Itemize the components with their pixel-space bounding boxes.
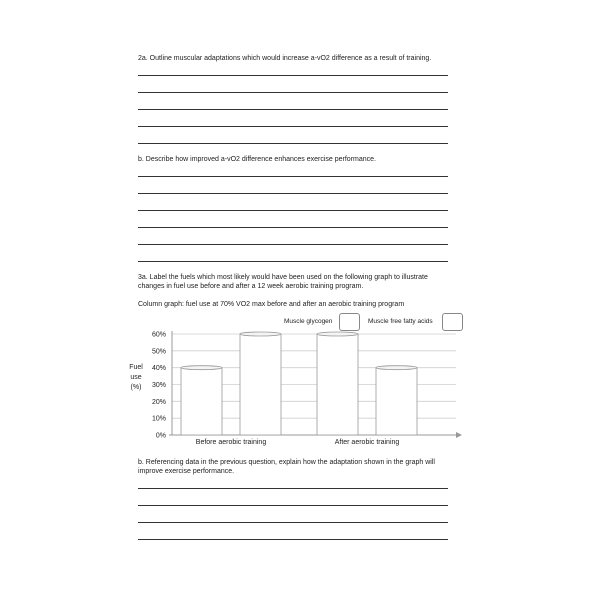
x-category-label: After aerobic training [334,439,400,446]
y-tick-label: 40% [151,365,166,373]
bar [181,368,222,435]
question-3a-line1: 3a. Label the fuels which most likely would have been used on the following graph to illustrate [138,274,428,281]
y-tick-label: 20% [151,398,166,406]
question-2b: b. Describe how improved a-vO2 difference enhances exercise performance. [138,156,376,163]
y-tick-label: 60% [151,331,166,339]
bar [317,334,358,435]
answer-line[interactable] [138,488,448,489]
x-category-label: Before aerobic training [195,439,267,446]
y-tick-label: 30% [151,382,166,389]
bar [240,334,281,435]
bar-top [376,366,417,370]
chart-caption: Column graph: fuel use at 70% VO2 max before and after an aerobic training program [138,301,405,308]
answer-line[interactable] [138,539,448,540]
question-3b-line2: improve exercise performance. [138,468,235,475]
y-axis-title: Fuel [129,364,143,371]
bar-top [317,332,358,336]
x-axis-arrow [456,432,462,438]
y-tick-label: 50% [151,348,166,356]
bar-top [181,366,222,370]
bar-top [240,332,281,336]
y-axis-title: (%) [130,384,142,391]
question-3a-line2: changes in fuel use before and after a 12 week aerobic training program. [138,283,364,290]
y-tick-label: 0% [155,432,166,440]
question-2a: 2a. Outline muscular adaptations which would increase a-vO2 difference as a result of training. [138,55,432,62]
legend-label-fatty-acids: Muscle free fatty acids [368,318,433,325]
legend-label-glycogen: Muscle glycogen [284,318,333,325]
y-axis-title: use [130,374,142,381]
answer-line[interactable] [138,522,448,523]
answer-line[interactable] [138,505,448,506]
question-3b-line1: b. Referencing data in the previous question, explain how the adaptation shown in the graph will [138,459,435,466]
bar [376,368,417,435]
y-tick-label: 10% [151,415,166,423]
